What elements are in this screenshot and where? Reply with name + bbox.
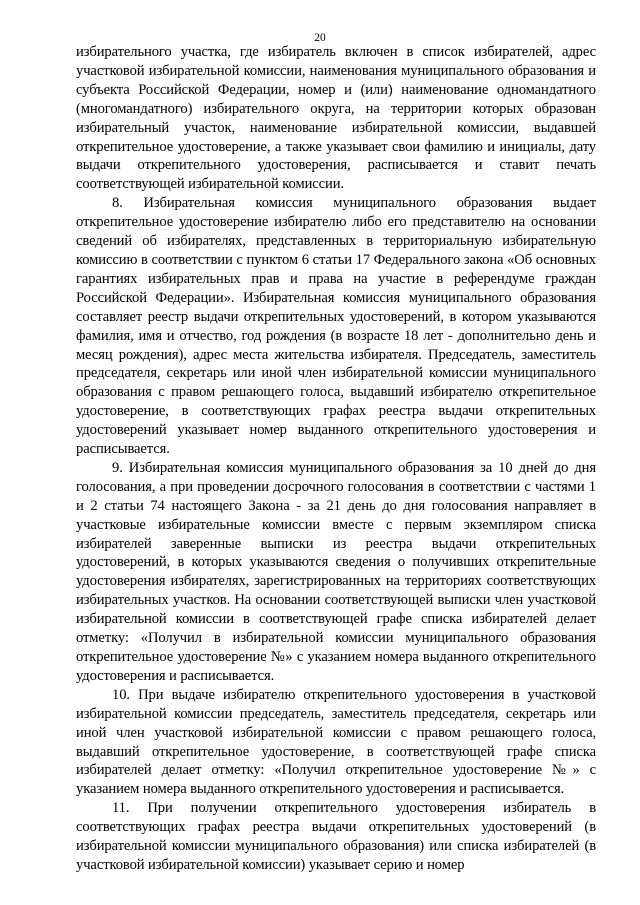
- document-body: [76, 43, 596, 875]
- paragraph-clause-10: 10. При выдаче избирателю открепительного удостоверения в участковой избирательной комиссии председатель, заместитель председателя, секретарь или иной член участковой избирательной комиссии с правом решающего голоса, выдавший открепительное удостоверение, в соответствующей графе списка избирателей делает отметку: «Получил открепительное удостоверение №» с указанием номера выданного открепительного удостоверения и расписывается.: [76, 686, 596, 798]
- page-number: 20: [314, 32, 326, 44]
- paragraph-clause-9: 9. Избирательная комиссия муниципального образования за 10 дней до дня голосования, а при проведении досрочного голосования в соответствии с частями 1 и 2 статьи 74 настоящего Закона - за 21 день до дня голосования направляет в участковые избирательные комиссии вместе с первым экземпляром списка избирателей заверенные выписки из реестра выдачи открепительных удостоверений, в которых указываются сведения о получивших открепительные удостоверения избирателях, зарегистрированных на территориях соответствующих избирательных участков. На основании соответствующей выписки член участковой избирательной комиссии в соответствующей графе списка избирателей делает отметку: «Получил в избирательной комиссии муниципального образования открепительное удостоверение №» с указанием номера выданного открепительного удостоверения и расписывается.: [76, 459, 596, 684]
- paragraph-clause-11: 11. При получении открепительного удостоверения избиратель в соответствующих графах реестра выдачи открепительных удостоверений (в избирательной комиссии муниципального образования) или списка избирателей (в участковой избирательной комиссии) указывает серию и номер: [76, 800, 596, 873]
- paragraph-clause-8: 8. Избирательная комиссия муниципального образования выдает открепительное удостоверение избирателю либо его представителю на основании сведений об избирателях, представленных в территориальную избирательную комиссию в соответствии с пунктом 6 статьи 17 Федерального закона «Об основных гарантиях избирательных прав и права на участие в референдуме граждан Российской Федерации». Избирательная комиссия муниципального образования составляет реестр выдачи открепительных удостоверений, в котором указываются фамилия, имя и отчество, год рождения (в возрасте 18 лет - дополнительно день и месяц рождения), адрес места жительства избирателя. Председатель, заместитель председателя, секретарь или иной член избирательной комиссии муниципального образования с правом решающего голоса, выдавший избирателю открепительное удостоверение, в соответствующих графах реестра выдачи открепительных удостоверений указывает номер выданного открепительного удостоверения и расписывается.: [76, 195, 596, 458]
- paragraph-continuation: избирательного участка, где избиратель включен в список избирателей, адрес участковой избирательной комиссии, наименования муниципального образования и субъекта Российской Федерации, номер и (или) наименование одномандатного (многомандатного) избирательного округа, на территории которых образован избирательный участок, наименование избирательной комиссии, выдавшей открепительное удостоверение, а также указывает свои фамилию и инициалы, дату выдачи открепительного удостоверения, расписывается и ставит печать соответствующей избирательной комиссии.: [76, 44, 596, 193]
